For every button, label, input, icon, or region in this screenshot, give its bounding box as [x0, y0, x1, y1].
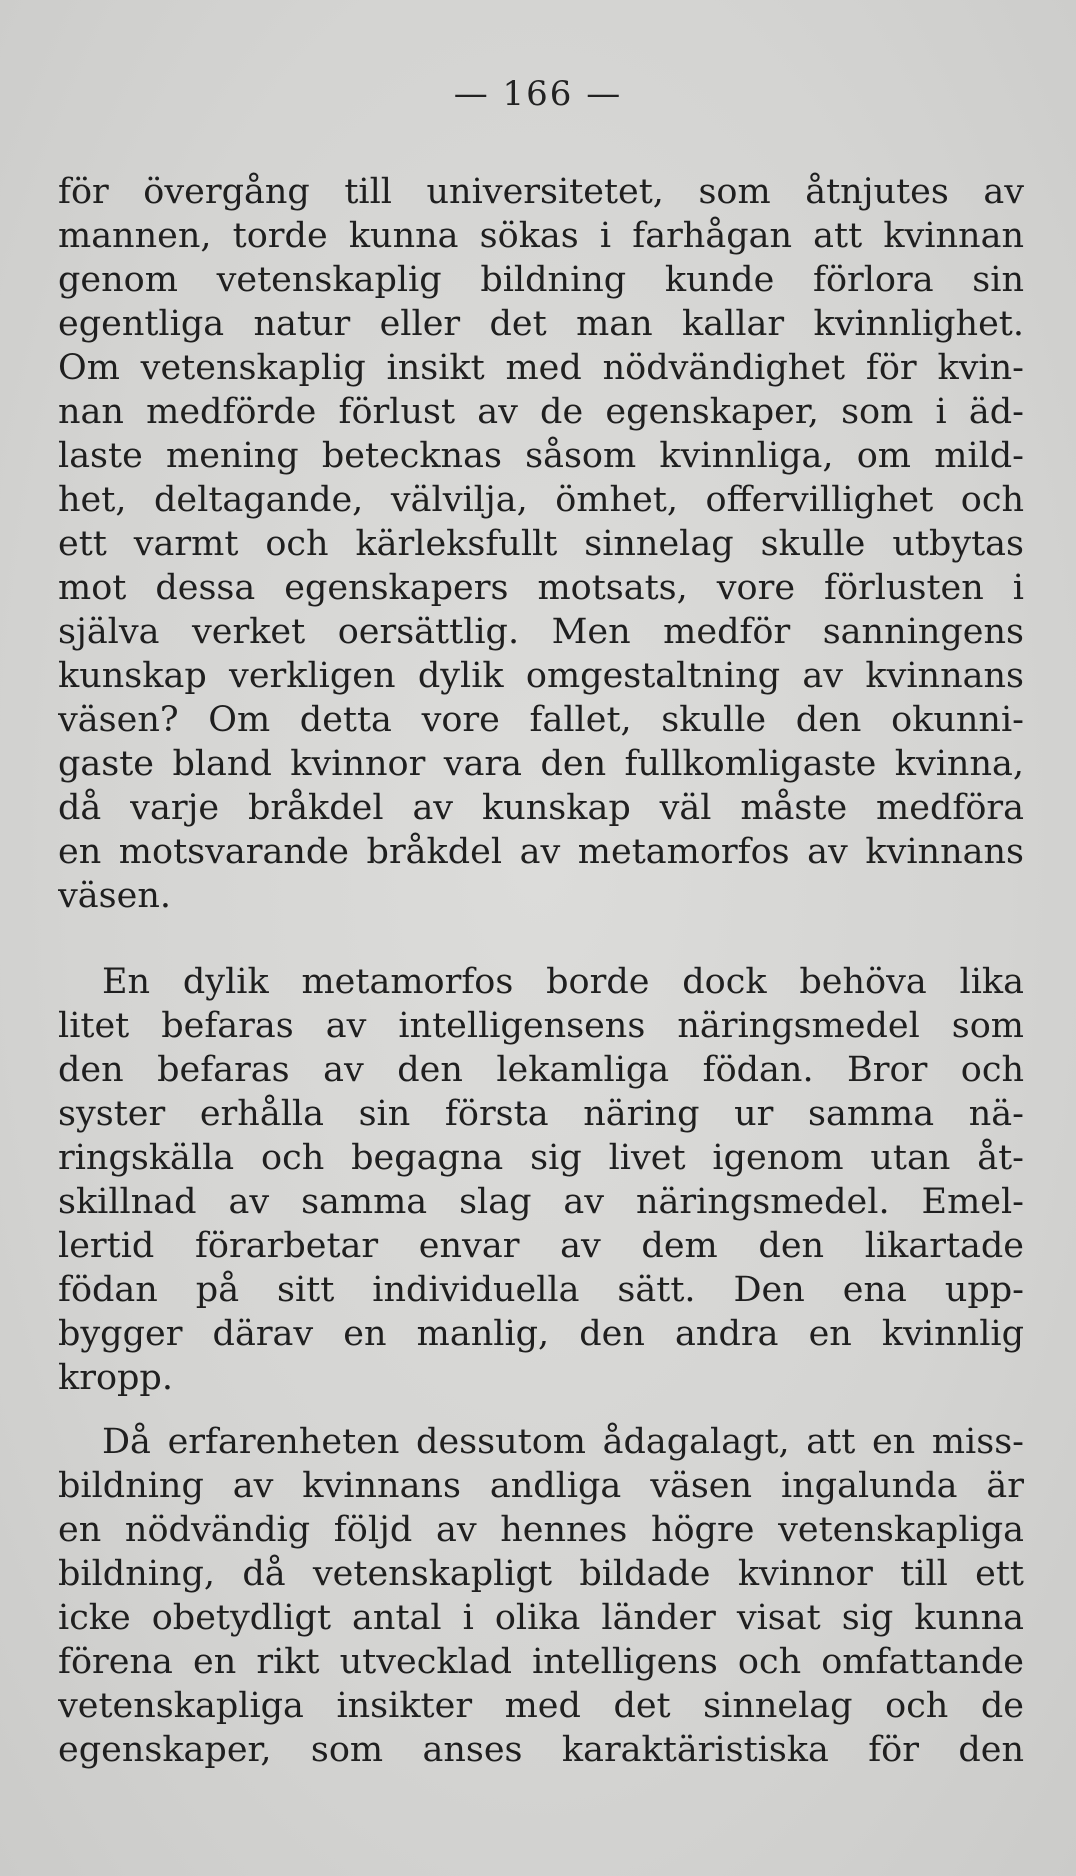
- text-line: den befaras av den lekamliga födan. Bror och: [58, 1050, 1024, 1090]
- text-line: mannen, torde kunna sökas i farhågan att kvinnan: [58, 216, 1024, 256]
- page-number: — 166 —: [453, 74, 623, 114]
- text-line: väsen.: [58, 876, 171, 916]
- text-line: syster erhålla sin första näring ur samma nä-: [58, 1094, 1024, 1134]
- text-line: bildning, då vetenskapligt bildade kvinnor till ett: [58, 1554, 1024, 1594]
- text-line: skillnad av samma slag av näringsmedel. Emel-: [58, 1182, 1024, 1222]
- text-line: litet befaras av intelligensens näringsmedel som: [58, 1006, 1024, 1046]
- text-line: för övergång till universitetet, som åtnjutes av: [58, 172, 1024, 212]
- text-line: Då erfarenheten dessutom ådagalagt, att en miss-: [102, 1422, 1024, 1462]
- text-line: en nödvändig följd av hennes högre vetenskapliga: [58, 1510, 1024, 1550]
- text-line: kunskap verkligen dylik omgestaltning av kvinnans: [58, 656, 1024, 696]
- text-line: nan medförde förlust av de egenskaper, som i äd-: [58, 392, 1024, 432]
- text-line: ringskälla och begagna sig livet igenom utan åt-: [58, 1138, 1024, 1178]
- text-line: lertid förarbetar envar av dem den likartade: [58, 1226, 1024, 1266]
- text-line: väsen? Om detta vore fallet, skulle den okunni-: [58, 700, 1024, 740]
- text-line: egentliga natur eller det man kallar kvinnlighet.: [58, 304, 1024, 344]
- text-line: bildning av kvinnans andliga väsen ingalunda är: [58, 1466, 1024, 1506]
- text-line: het, deltagande, välvilja, ömhet, offervillighet och: [58, 480, 1024, 520]
- text-line: vetenskapliga insikter med det sinnelag och de: [58, 1686, 1024, 1726]
- text-line: en motsvarande bråkdel av metamorfos av kvinnans: [58, 832, 1024, 872]
- text-line: förena en rikt utvecklad intelligens och omfattande: [58, 1642, 1024, 1682]
- text-line: bygger därav en manlig, den andra en kvinnlig: [58, 1314, 1024, 1354]
- text-line: mot dessa egenskapers motsats, vore förlusten i: [58, 568, 1024, 608]
- text-line: själva verket oersättlig. Men medför sanningens: [58, 612, 1024, 652]
- text-line: födan på sitt individuella sätt. Den ena upp-: [58, 1270, 1024, 1310]
- text-line: egenskaper, som anses karaktäristiska för den: [58, 1730, 1024, 1770]
- text-line: Om vetenskaplig insikt med nödvändighet för kvin-: [58, 348, 1024, 388]
- text-line: gaste bland kvinnor vara den fullkomligaste kvinna,: [58, 744, 1024, 784]
- text-line: kropp.: [58, 1358, 173, 1398]
- text-line: icke obetydligt antal i olika länder visat sig kunna: [58, 1598, 1024, 1638]
- text-line: då varje bråkdel av kunskap väl måste medföra: [58, 788, 1024, 828]
- text-line: En dylik metamorfos borde dock behöva lika: [102, 962, 1024, 1002]
- text-line: ett varmt och kärleksfullt sinnelag skulle utbytas: [58, 524, 1024, 564]
- text-line: genom vetenskaplig bildning kunde förlora sin: [58, 260, 1024, 300]
- text-line: laste mening betecknas såsom kvinnliga, om mild-: [58, 436, 1024, 476]
